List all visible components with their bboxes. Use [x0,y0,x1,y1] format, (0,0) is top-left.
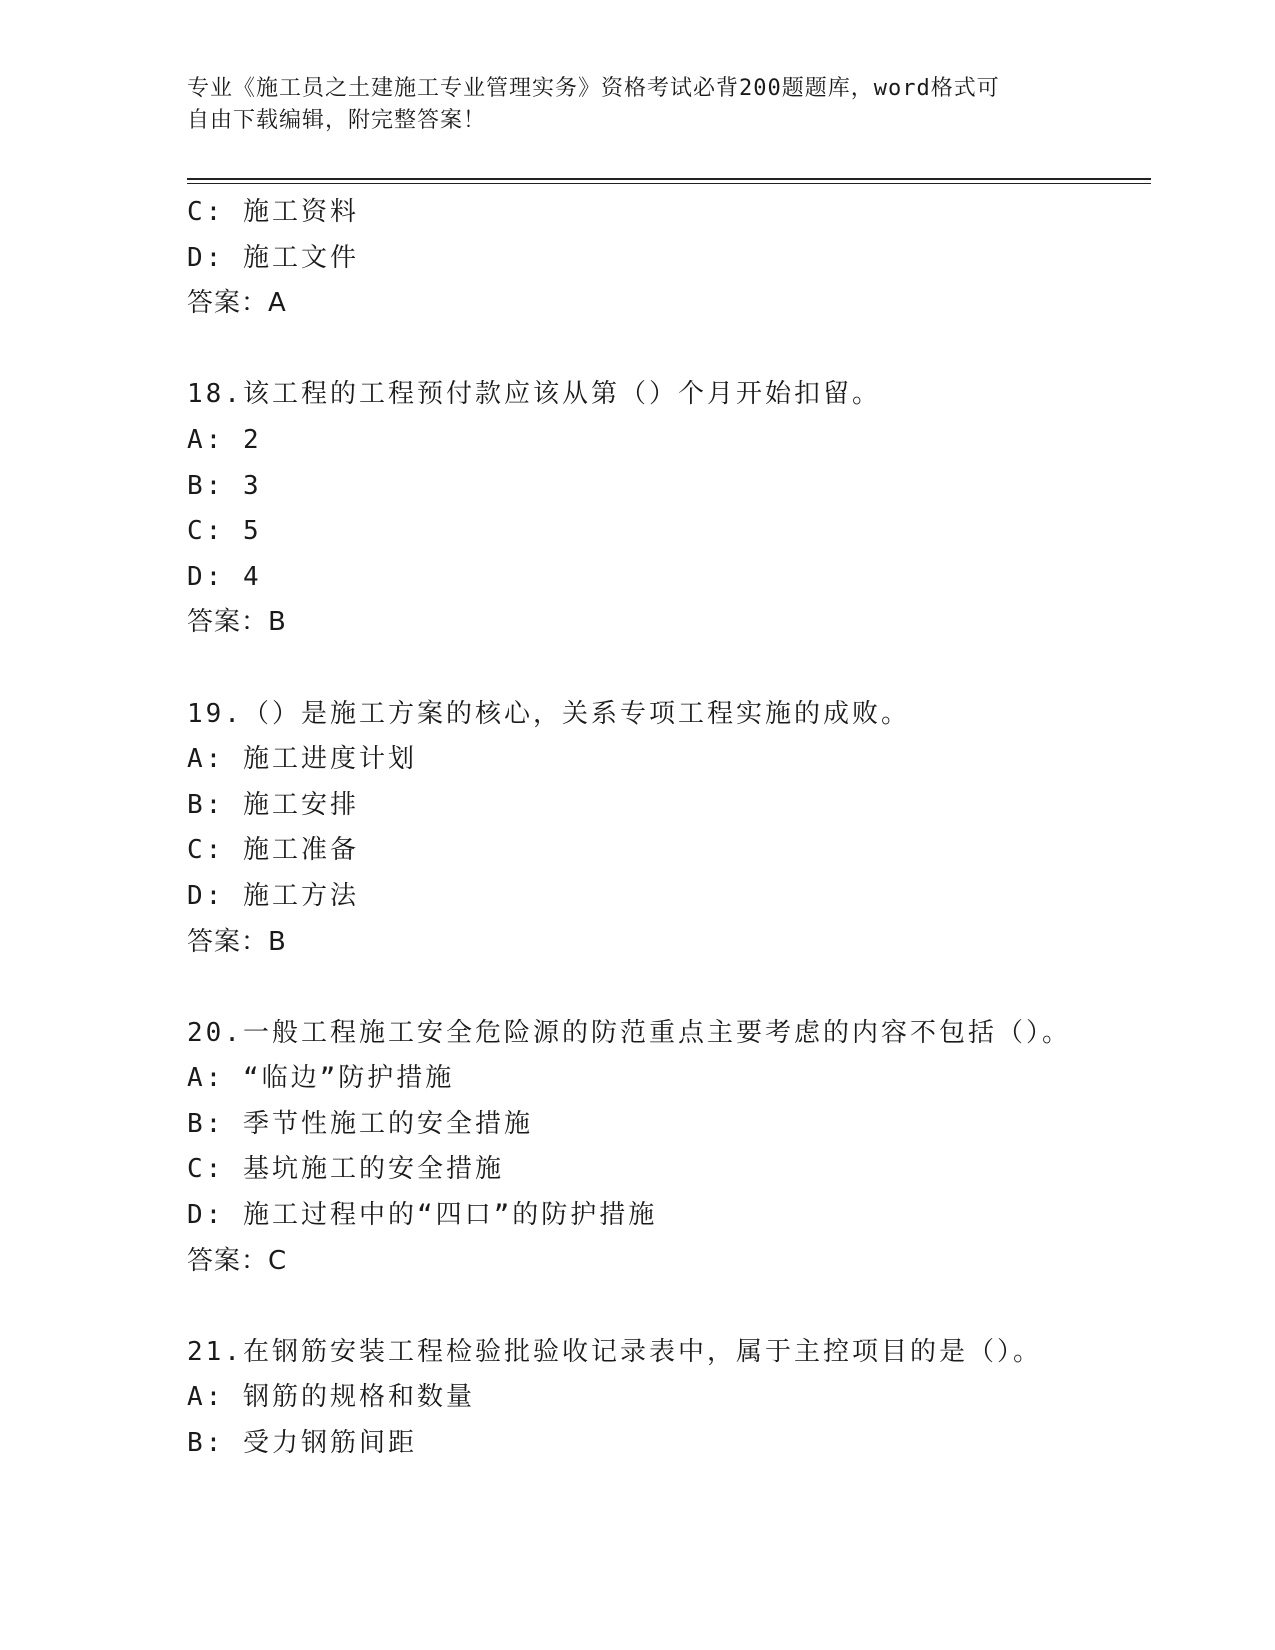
option-d: D: 施工过程中的“四口”的防护措施 [187,1200,658,1231]
header-divider-thin [187,183,1151,184]
option-d: D: 4 [187,561,262,592]
option-c: C: 5 [187,516,262,547]
question-text: 18.该工程的工程预付款应该从第（）个月开始扣留。 [187,379,881,410]
question-text: 20.一般工程施工安全危险源的防范重点主要考虑的内容不包括（）。 [187,1017,1071,1048]
option-b: B: 季节性施工的安全措施 [187,1108,533,1139]
option-d: D: 施工方法 [187,880,359,911]
option-a: A: 2 [187,424,262,455]
question-20 [187,1011,1151,1285]
option-a: A: 钢筋的规格和数量 [187,1382,475,1413]
header-divider-thick [187,178,1151,180]
document-header [187,73,1067,137]
option-c: C: 施工准备 [187,835,359,866]
question-21 [187,1330,1151,1467]
option-c: C: 基坑施工的安全措施 [187,1154,504,1185]
answer: 答案：C [187,1245,288,1276]
header-line-2: 自由下载编辑，附完整答案！ [187,108,487,133]
option-d: D: 施工文件 [187,242,359,273]
option-b: B: 施工安排 [187,789,359,820]
question-17-continued [187,190,1151,327]
option-a: A: “临边”防护措施 [187,1063,455,1094]
question-list [187,190,1151,1467]
answer: 答案：A [187,288,287,319]
question-18 [187,372,1151,646]
option-b: B: 3 [187,470,262,501]
question-text: 21.在钢筋安装工程检验批验收记录表中，属于主控项目的是（）。 [187,1336,1042,1367]
option-b: B: 受力钢筋间距 [187,1428,417,1459]
question-text: 19.（）是施工方案的核心，关系专项工程实施的成败。 [187,698,910,729]
option-c: C: 施工资料 [187,197,359,227]
answer: 答案：B [187,926,287,957]
option-a: A: 施工进度计划 [187,744,417,775]
question-19 [187,692,1151,966]
answer: 答案：B [187,607,287,638]
header-line-1: 专业《施工员之土建施工专业管理实务》资格考试必背200题题库，word格式可 [187,76,1000,101]
